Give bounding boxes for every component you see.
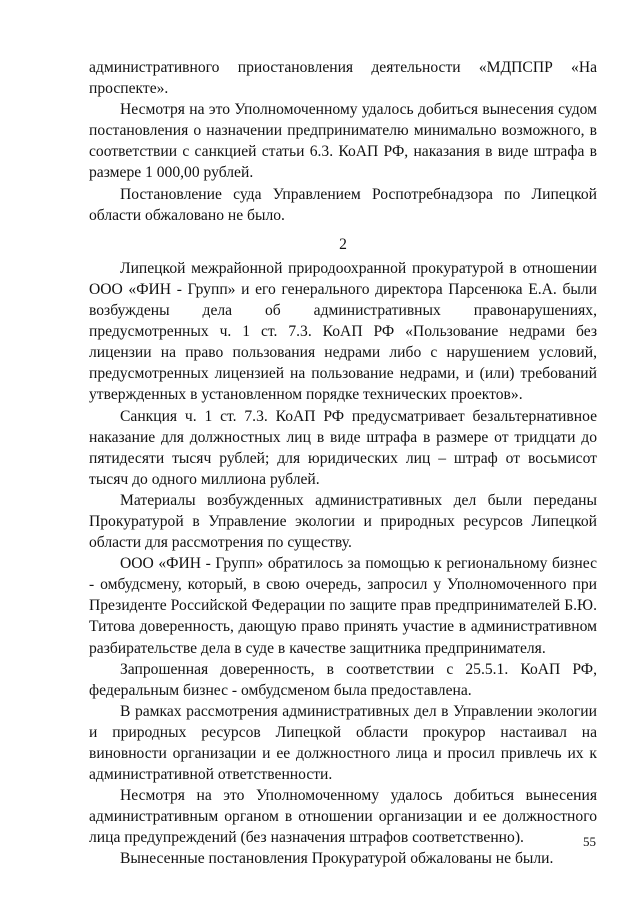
paragraph-warnings-issued: Несмотря на это Уполномоченному удалось добиться вынесения административным органом в отношении организации и ее должностного лица предупреждений (без назначения штрафов соответственно). (89, 787, 597, 847)
paragraph-continuation: административного приостановления деятельности «МДПСПР «На проспекте». (89, 59, 597, 98)
page-number: 55 (583, 834, 596, 849)
paragraph-sanction: Санкция ч. 1 ст. 7.3. КоАП РФ предусматривает безальтернативное наказание для должностных лиц в виде штрафа в размере от тридцати до пятидесяти тысяч рублей; для юридических лиц – штраф от восьмисот тысяч до одного миллиона рублей. (89, 407, 597, 488)
paragraph-materials-transferred: Материалы возбужденных административных дел были переданы Прокуратурой в Управление экологии и природных ресурсов Липецкой области для рассмотрения по существу. (89, 491, 597, 552)
paragraph-power-of-attorney: Запрошенная доверенность, в соответствии с 25.5.1. КоАП РФ, федеральным бизнес - омбудсменом была предоставлена. (89, 660, 597, 699)
paragraph-ombudsman-request: ООО «ФИН - Групп» обратилось за помощью к региональному бизнес - омбудсмену, который, в свою очередь, запросил у Уполномоченного при Президенте Российской Федерации по защите прав предпринимателей Б.Ю. Титова доверенность, дающую право принять участие в административном разбирательстве дела в суде в качестве защитника предпринимателя. (89, 555, 597, 657)
paragraph-not-appealed: Постановление суда Управлением Роспотребнадзора по Липецкой области обжаловано не было. (89, 185, 597, 224)
paragraph-prosecution-cases: Липецкой межрайонной природоохранной прокуратурой в отношении ООО «ФИН - Групп» и его генерального директора Парсенюка Е.А. были возбуждены дела об административных правонарушениях, предусмотренных ч. 1 ст. 7.3. КоАП РФ «Пользование недрами без лицензии на право пользования недрами либо с нарушением условий, предусмотренных лицензией на пользование недрами, и (или) требований утвержденных в установленном порядке технических проектов». (89, 259, 597, 404)
paragraph-prosecutor-position: В рамках рассмотрения административных дел в Управлении экологии и природных ресурсов Липецкой области прокурор настаивал на виновности организации и ее должностного лица и просил привлечь их к административной ответственности. (89, 702, 597, 784)
paragraph-court-decision: Несмотря на это Уполномоченному удалось добиться вынесения судом постановления о назначении предпринимателю минимально возможного, в соответствии с санкцией статьи 6.3. КоАП РФ, наказания в виде штрафа в размере 1 000,00 рублей. (89, 101, 597, 182)
paragraph-no-appeal: Вынесенные постановления Прокуратурой обжалованы не были. (120, 850, 554, 868)
document-page (89, 57, 597, 870)
section-number: 2 (339, 235, 347, 253)
